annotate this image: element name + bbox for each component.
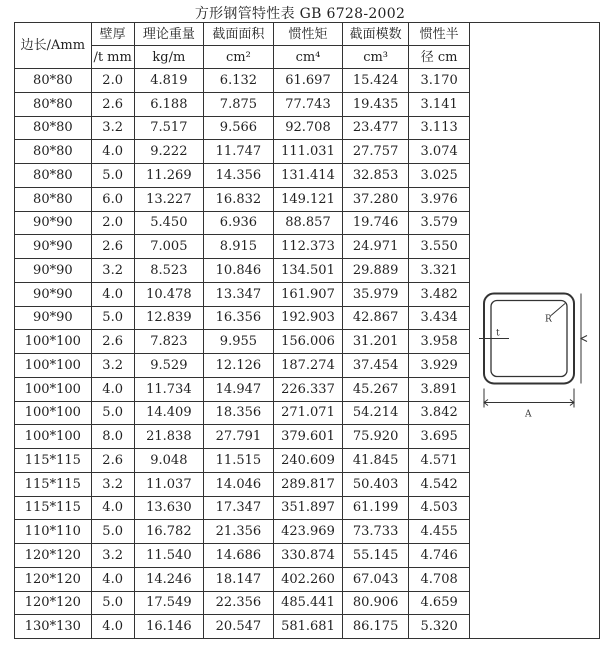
cell-radius: 5.320 — [408, 615, 469, 639]
cell-inertia: 330.874 — [273, 544, 343, 568]
cell-inertia: 77.743 — [273, 92, 343, 116]
cell-side-length: 80*80 — [15, 116, 92, 140]
cell-area: 6.936 — [204, 211, 274, 235]
cell-side-length: 90*90 — [15, 211, 92, 235]
cell-modulus: 35.979 — [343, 282, 409, 306]
cell-modulus: 31.201 — [343, 330, 409, 354]
cell-thickness: 3.2 — [91, 354, 134, 378]
cell-radius: 3.074 — [408, 140, 469, 164]
header-modulus: 截面模数 — [343, 23, 409, 46]
cell-area: 11.515 — [204, 449, 274, 473]
cell-modulus: 24.971 — [343, 235, 409, 259]
cell-weight: 14.409 — [134, 401, 204, 425]
cell-thickness: 4.0 — [91, 567, 134, 591]
cell-area: 12.126 — [204, 354, 274, 378]
cell-area: 21.356 — [204, 520, 274, 544]
cell-thickness: 4.0 — [91, 282, 134, 306]
cell-radius: 3.434 — [408, 306, 469, 330]
cell-thickness: 5.0 — [91, 591, 134, 615]
cell-weight: 7.517 — [134, 116, 204, 140]
cell-side-length: 80*80 — [15, 187, 92, 211]
cell-weight: 5.450 — [134, 211, 204, 235]
cell-inertia: 402.260 — [273, 567, 343, 591]
cell-inertia: 92.708 — [273, 116, 343, 140]
cell-thickness: 6.0 — [91, 187, 134, 211]
cell-weight: 4.819 — [134, 69, 204, 93]
cell-side-length: 115*115 — [15, 472, 92, 496]
cell-area: 13.347 — [204, 282, 274, 306]
cell-radius: 3.695 — [408, 425, 469, 449]
cell-inertia: 192.903 — [273, 306, 343, 330]
cell-modulus: 55.145 — [343, 544, 409, 568]
cell-modulus: 19.746 — [343, 211, 409, 235]
cell-area: 18.147 — [204, 567, 274, 591]
cell-weight: 11.037 — [134, 472, 204, 496]
cell-thickness: 3.2 — [91, 116, 134, 140]
cell-modulus: 54.214 — [343, 401, 409, 425]
cell-weight: 7.005 — [134, 235, 204, 259]
cell-weight: 21.838 — [134, 425, 204, 449]
cell-thickness: 5.0 — [91, 520, 134, 544]
cell-modulus: 29.889 — [343, 259, 409, 283]
cell-inertia: 271.071 — [273, 401, 343, 425]
cell-thickness: 4.0 — [91, 377, 134, 401]
cell-modulus: 73.733 — [343, 520, 409, 544]
cell-area: 20.547 — [204, 615, 274, 639]
cell-weight: 11.734 — [134, 377, 204, 401]
cell-inertia: 226.337 — [273, 377, 343, 401]
cell-area: 14.947 — [204, 377, 274, 401]
cell-inertia: 351.897 — [273, 496, 343, 520]
cell-area: 16.832 — [204, 187, 274, 211]
cell-radius: 3.025 — [408, 164, 469, 188]
cell-area: 14.356 — [204, 164, 274, 188]
cell-thickness: 2.0 — [91, 69, 134, 93]
cell-inertia: 240.609 — [273, 449, 343, 473]
cell-area: 14.686 — [204, 544, 274, 568]
cell-side-length: 100*100 — [15, 377, 92, 401]
cell-side-length: 100*100 — [15, 425, 92, 449]
cell-radius: 3.976 — [408, 187, 469, 211]
cell-modulus: 41.845 — [343, 449, 409, 473]
cell-radius: 3.579 — [408, 211, 469, 235]
cell-modulus: 27.757 — [343, 140, 409, 164]
cell-thickness: 4.0 — [91, 615, 134, 639]
cell-weight: 9.048 — [134, 449, 204, 473]
table-title: 方形钢管特性表 GB 6728-2002 — [194, 6, 406, 22]
cell-thickness: 2.6 — [91, 235, 134, 259]
cell-thickness: 4.0 — [91, 496, 134, 520]
cell-weight: 6.188 — [134, 92, 204, 116]
cell-modulus: 23.477 — [343, 116, 409, 140]
header-row-top — [15, 23, 600, 46]
cell-inertia: 161.907 — [273, 282, 343, 306]
header-radius: 惯性半 — [408, 23, 469, 46]
cell-area: 8.915 — [204, 235, 274, 259]
cell-inertia: 379.601 — [273, 425, 343, 449]
cell-thickness: 3.2 — [91, 472, 134, 496]
cell-inertia: 187.274 — [273, 354, 343, 378]
cross-section-figure-cell — [470, 69, 600, 639]
cell-modulus: 15.424 — [343, 69, 409, 93]
cell-side-length: 120*120 — [15, 591, 92, 615]
header-weight-unit: kg/m — [134, 46, 204, 69]
cell-modulus: 67.043 — [343, 567, 409, 591]
cell-radius: 4.455 — [408, 520, 469, 544]
header-figure-cell — [470, 23, 600, 69]
cell-inertia: 88.857 — [273, 211, 343, 235]
cell-side-length: 100*100 — [15, 401, 92, 425]
cell-weight: 9.222 — [134, 140, 204, 164]
cell-modulus: 37.280 — [343, 187, 409, 211]
spec-table — [14, 22, 600, 639]
cell-inertia: 149.121 — [273, 187, 343, 211]
cell-area: 6.132 — [204, 69, 274, 93]
cell-side-length: 130*130 — [15, 615, 92, 639]
cell-area: 10.846 — [204, 259, 274, 283]
cell-weight: 7.823 — [134, 330, 204, 354]
square-tube-cross-section — [477, 286, 597, 421]
cell-thickness: 8.0 — [91, 425, 134, 449]
cell-area: 22.356 — [204, 591, 274, 615]
cell-thickness: 2.0 — [91, 211, 134, 235]
cell-weight: 11.540 — [134, 544, 204, 568]
cell-modulus: 32.853 — [343, 164, 409, 188]
cell-modulus: 75.920 — [343, 425, 409, 449]
cell-radius: 3.550 — [408, 235, 469, 259]
cell-inertia: 134.501 — [273, 259, 343, 283]
cell-area: 18.356 — [204, 401, 274, 425]
cell-side-length: 80*80 — [15, 140, 92, 164]
header-thickness: 壁厚 — [91, 23, 134, 46]
side-label: A — [525, 409, 532, 420]
cell-inertia: 156.006 — [273, 330, 343, 354]
cell-area: 9.566 — [204, 116, 274, 140]
cell-modulus: 86.175 — [343, 615, 409, 639]
cell-side-length: 100*100 — [15, 354, 92, 378]
cell-radius: 3.113 — [408, 116, 469, 140]
cell-side-length: 90*90 — [15, 235, 92, 259]
cell-weight: 9.529 — [134, 354, 204, 378]
cell-side-length: 115*115 — [15, 449, 92, 473]
cell-thickness: 4.0 — [91, 140, 134, 164]
cell-modulus: 45.267 — [343, 377, 409, 401]
cell-area: 9.955 — [204, 330, 274, 354]
cell-thickness: 3.2 — [91, 259, 134, 283]
cell-inertia: 289.817 — [273, 472, 343, 496]
cell-side-length: 120*120 — [15, 544, 92, 568]
cell-modulus: 80.906 — [343, 591, 409, 615]
cell-radius: 4.571 — [408, 449, 469, 473]
cell-side-length: 110*110 — [15, 520, 92, 544]
cell-weight: 13.227 — [134, 187, 204, 211]
cell-side-length: 80*80 — [15, 69, 92, 93]
cell-inertia: 111.031 — [273, 140, 343, 164]
cell-inertia: 61.697 — [273, 69, 343, 93]
cell-inertia: 423.969 — [273, 520, 343, 544]
cell-area: 17.347 — [204, 496, 274, 520]
cell-radius: 4.746 — [408, 544, 469, 568]
header-thickness-unit: /t mm — [91, 46, 134, 69]
header-inertia: 惯性矩 — [273, 23, 343, 46]
cell-weight: 16.782 — [134, 520, 204, 544]
cell-thickness: 5.0 — [91, 164, 134, 188]
header-weight: 理论重量 — [134, 23, 204, 46]
cell-thickness: 2.6 — [91, 92, 134, 116]
header-area-unit: cm² — [204, 46, 274, 69]
cell-weight: 10.478 — [134, 282, 204, 306]
header-inertia-unit: cm⁴ — [273, 46, 343, 69]
cell-thickness: 3.2 — [91, 544, 134, 568]
cell-weight: 12.839 — [134, 306, 204, 330]
cell-side-length: 80*80 — [15, 164, 92, 188]
cell-side-length: 90*90 — [15, 306, 92, 330]
cell-radius: 4.503 — [408, 496, 469, 520]
radius-label: R — [545, 314, 553, 325]
header-area: 截面面积 — [204, 23, 274, 46]
cell-modulus: 61.199 — [343, 496, 409, 520]
cell-area: 11.747 — [204, 140, 274, 164]
cell-weight: 17.549 — [134, 591, 204, 615]
cell-weight: 14.246 — [134, 567, 204, 591]
thickness-label: t — [496, 328, 500, 339]
cell-area: 16.356 — [204, 306, 274, 330]
cell-radius: 3.958 — [408, 330, 469, 354]
header-side-length: 边长/Amm — [15, 23, 92, 69]
cell-radius: 3.929 — [408, 354, 469, 378]
cell-radius: 3.170 — [408, 69, 469, 93]
cell-side-length: 80*80 — [15, 92, 92, 116]
cell-inertia: 581.681 — [273, 615, 343, 639]
cell-radius: 3.321 — [408, 259, 469, 283]
cell-modulus: 37.454 — [343, 354, 409, 378]
cell-side-length: 115*115 — [15, 496, 92, 520]
cell-weight: 16.146 — [134, 615, 204, 639]
cell-thickness: 2.6 — [91, 449, 134, 473]
cell-side-length: 90*90 — [15, 282, 92, 306]
cell-side-length: 90*90 — [15, 259, 92, 283]
cell-radius: 3.842 — [408, 401, 469, 425]
cell-inertia: 485.441 — [273, 591, 343, 615]
cell-weight: 8.523 — [134, 259, 204, 283]
cell-radius: 3.141 — [408, 92, 469, 116]
cell-modulus: 50.403 — [343, 472, 409, 496]
cell-weight: 11.269 — [134, 164, 204, 188]
cell-area: 7.875 — [204, 92, 274, 116]
cell-modulus: 19.435 — [343, 92, 409, 116]
cell-thickness: 5.0 — [91, 401, 134, 425]
cell-thickness: 2.6 — [91, 330, 134, 354]
cell-radius: 4.708 — [408, 567, 469, 591]
cell-side-length: 100*100 — [15, 330, 92, 354]
cell-weight: 13.630 — [134, 496, 204, 520]
cell-area: 27.791 — [204, 425, 274, 449]
cell-inertia: 131.414 — [273, 164, 343, 188]
cell-modulus: 42.867 — [343, 306, 409, 330]
cell-area: 14.046 — [204, 472, 274, 496]
header-modulus-unit: cm³ — [343, 46, 409, 69]
cell-radius: 3.482 — [408, 282, 469, 306]
cell-inertia: 112.373 — [273, 235, 343, 259]
cell-side-length: 120*120 — [15, 567, 92, 591]
cell-thickness: 5.0 — [91, 306, 134, 330]
cell-radius: 4.542 — [408, 472, 469, 496]
header-radius-unit: 径 cm — [408, 46, 469, 69]
cell-radius: 4.659 — [408, 591, 469, 615]
cell-radius: 3.891 — [408, 377, 469, 401]
table-row — [15, 69, 600, 93]
